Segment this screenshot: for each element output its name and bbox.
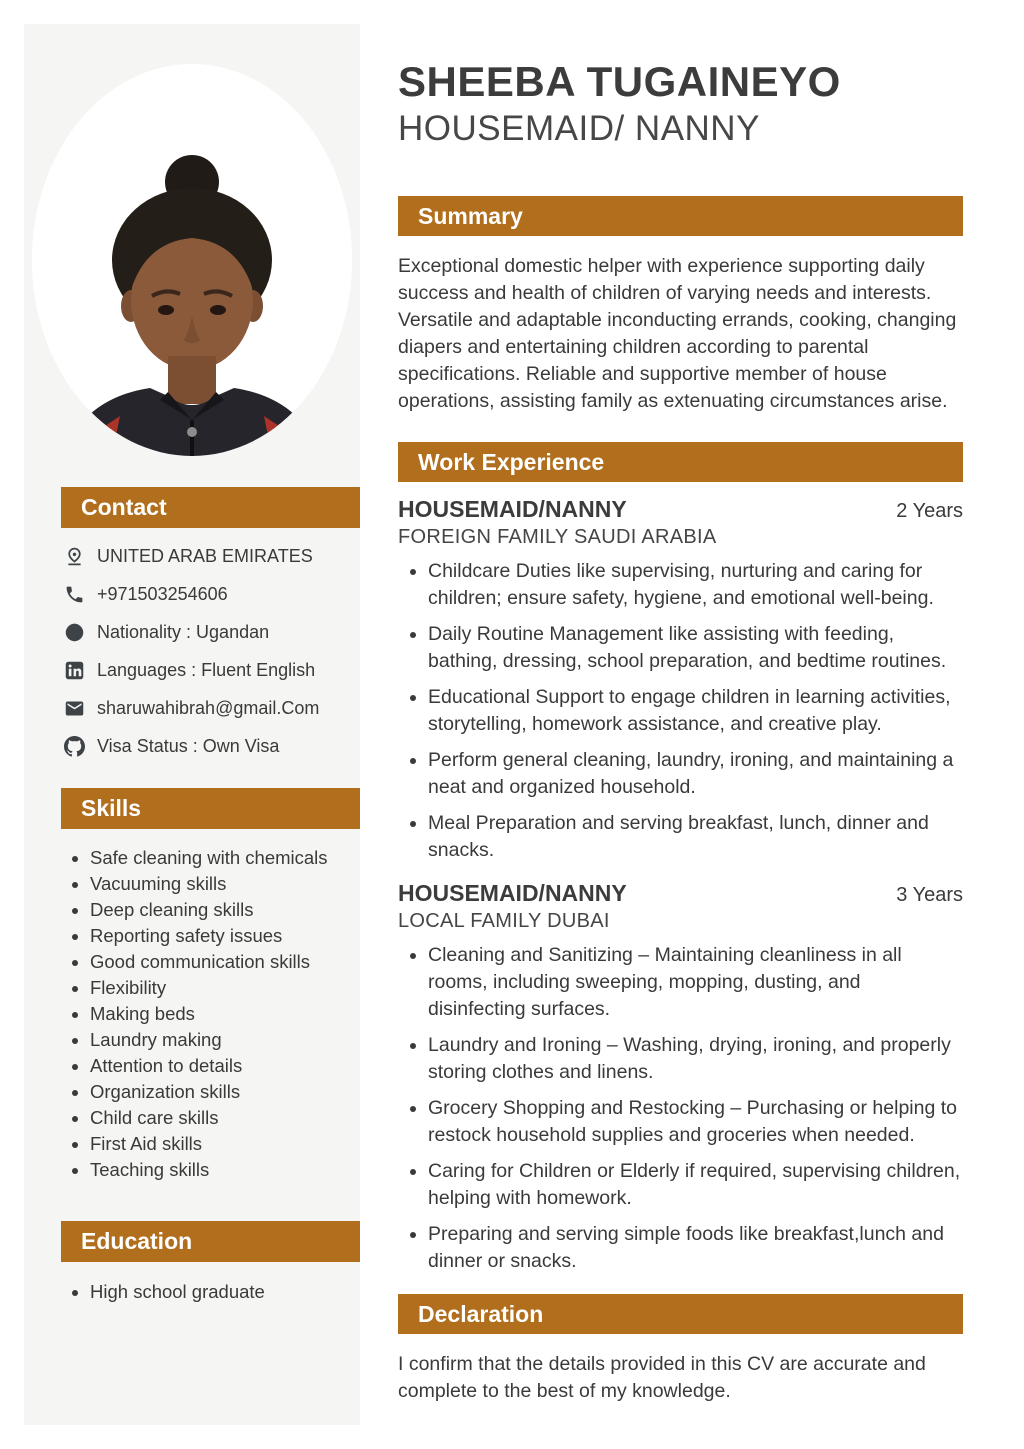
main-column bbox=[398, 60, 963, 1405]
profile-photo bbox=[32, 64, 352, 456]
globe-icon bbox=[64, 622, 85, 643]
education-list bbox=[24, 1278, 360, 1306]
job-employer: FOREIGN FAMILY SAUDI ARABIA bbox=[398, 526, 717, 549]
job-entry-1 bbox=[398, 496, 963, 864]
contact-item-phone bbox=[64, 584, 360, 605]
contact-item-location bbox=[64, 546, 360, 567]
education-section bbox=[24, 1221, 360, 1306]
job-header bbox=[398, 880, 963, 907]
skills-heading: Skills bbox=[61, 788, 360, 829]
job-bullet: • Daily Routine Management like assisting with feeding, bathing, dressing, school preparation, and bedtime routines. bbox=[428, 621, 963, 675]
job-title: HOUSEMAID/NANNY bbox=[398, 880, 627, 907]
email-icon bbox=[64, 698, 85, 719]
job-bullet: • Cleaning and Sanitizing – Maintaining cleanliness in all rooms, including sweeping, mopping, dusting, and disinfecting surfaces. bbox=[428, 942, 963, 1023]
location-pin-icon bbox=[64, 546, 85, 567]
skill-item: • Vacuuming skills bbox=[90, 871, 360, 897]
job-header bbox=[398, 496, 963, 523]
contact-item-label: Languages : Fluent English bbox=[97, 660, 316, 680]
skill-item: • Organization skills bbox=[90, 1079, 360, 1105]
contact-item-label: sharuwahibrah@gmail.Com bbox=[97, 698, 320, 718]
contact-item-label: Visa Status : Own Visa bbox=[97, 736, 280, 756]
summary-text: Exceptional domestic helper with experience supporting daily success and health of children of varying needs and interests. Versatile and adaptable inconducting errands, cooking, changing diapers and entertaining children according to parental specifications. Reliable and supportive member of house operations, assisting family as extenuating circumstances arise. bbox=[398, 255, 957, 413]
skill-item: • Good communication skills bbox=[90, 949, 360, 975]
role-subtitle: HOUSEMAID/ NANNY bbox=[398, 109, 760, 149]
contact-list bbox=[64, 546, 360, 757]
job-bullet: • Meal Preparation and serving breakfast, lunch, dinner and snacks. bbox=[428, 810, 963, 864]
contact-item-nationality bbox=[64, 622, 360, 643]
skill-item: • Laundry making bbox=[90, 1027, 360, 1053]
job-bullet: • Childcare Duties like supervising, nurturing and caring for children; ensure safety, hygiene, and emotional well-being. bbox=[428, 558, 963, 612]
contact-item-label: UNITED ARAB EMIRATES bbox=[97, 546, 313, 566]
job-title: HOUSEMAID/NANNY bbox=[398, 496, 627, 523]
contact-item-visa bbox=[64, 736, 360, 757]
contact-section bbox=[24, 487, 360, 757]
contact-item-label: +971503254606 bbox=[97, 584, 228, 604]
job-bullet: • Caring for Children or Elderly if required, supervising children, helping with homework. bbox=[428, 1158, 963, 1212]
education-heading: Education bbox=[61, 1221, 360, 1262]
work-experience-heading: Work Experience bbox=[398, 442, 963, 482]
page-title: SHEEBA TUGAINEYO bbox=[398, 58, 841, 105]
job-bullet: • Laundry and Ironing – Washing, drying, ironing, and properly storing clothes and linens. bbox=[428, 1032, 963, 1086]
skill-item: • Safe cleaning with chemicals bbox=[90, 845, 360, 871]
avatar bbox=[32, 64, 352, 456]
contact-item-languages bbox=[64, 660, 360, 681]
contact-item-email bbox=[64, 698, 360, 719]
job-bullet: • Educational Support to engage children in learning activities, storytelling, homework assistance, and creative play. bbox=[428, 684, 963, 738]
job-entry-2 bbox=[398, 880, 963, 1275]
job-duration: 2 Years bbox=[896, 500, 963, 523]
skill-item: • Making beds bbox=[90, 1001, 360, 1027]
skill-item: • Flexibility bbox=[90, 975, 360, 1001]
skills-section bbox=[24, 788, 360, 1183]
skill-item: • Deep cleaning skills bbox=[90, 897, 360, 923]
contact-heading: Contact bbox=[61, 487, 360, 528]
skill-item: • First Aid skills bbox=[90, 1131, 360, 1157]
job-bullet: • Grocery Shopping and Restocking – Purchasing or helping to restock household supplies and groceries when needed. bbox=[428, 1095, 963, 1149]
job-bullet: • Preparing and serving simple foods like breakfast,lunch and dinner or snacks. bbox=[428, 1221, 963, 1275]
job-bullet: • Perform general cleaning, laundry, ironing, and maintaining a neat and organized household. bbox=[428, 747, 963, 801]
sidebar bbox=[24, 24, 360, 1425]
declaration-heading: Declaration bbox=[398, 1294, 963, 1334]
job-duration: 3 Years bbox=[896, 884, 963, 907]
declaration-text: I confirm that the details provided in this CV are accurate and complete to the best of my knowledge. bbox=[398, 1353, 926, 1403]
linkedin-icon bbox=[64, 660, 85, 681]
skill-item: • Child care skills bbox=[90, 1105, 360, 1131]
github-icon bbox=[64, 736, 85, 757]
contact-item-label: Nationality : Ugandan bbox=[97, 622, 270, 642]
skill-item: • Teaching skills bbox=[90, 1157, 360, 1183]
job-bullet-list bbox=[398, 942, 963, 1275]
job-employer: LOCAL FAMILY DUBAI bbox=[398, 910, 610, 933]
education-item: • High school graduate bbox=[90, 1278, 360, 1306]
summary-heading: Summary bbox=[398, 196, 963, 236]
skill-item: • Attention to details bbox=[90, 1053, 360, 1079]
phone-icon bbox=[64, 584, 85, 605]
job-bullet-list bbox=[398, 558, 963, 864]
skills-list bbox=[24, 845, 360, 1183]
skill-item: • Reporting safety issues bbox=[90, 923, 360, 949]
